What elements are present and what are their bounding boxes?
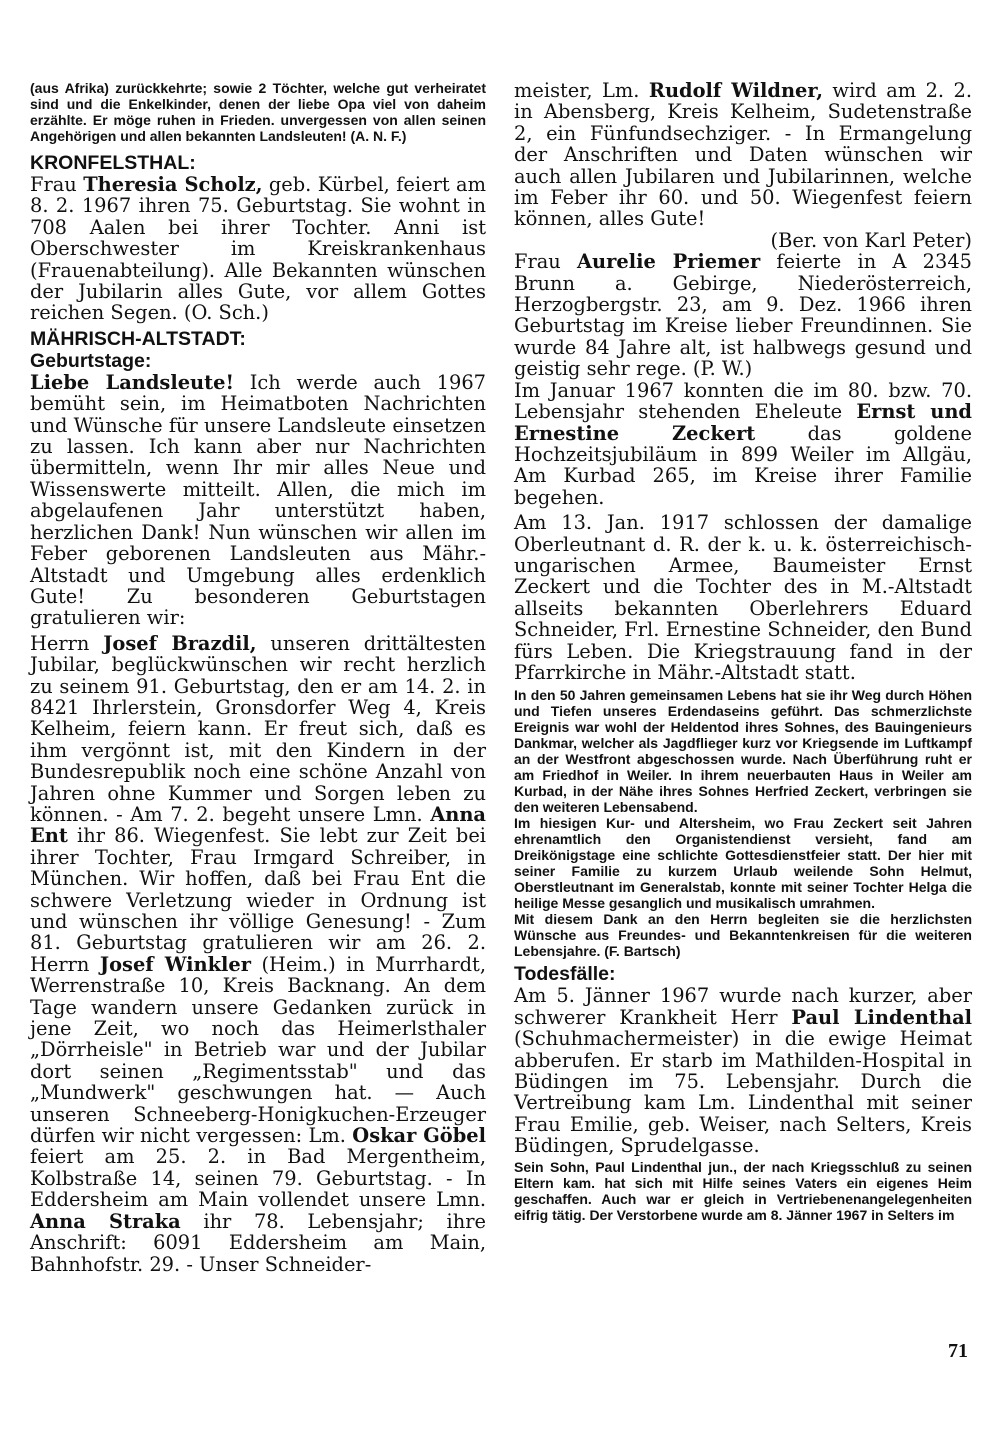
kurheim-paragraph: Im hiesigen Kur- und Altersheim, wo Frau Zeckert seit Jahren ehrenamtlich den Organistendienst versieht, fand am Dreikönigstage eine schlichte Gottesdienstfeier statt. Der hier mit seiner Familie zu kurzem Urlaub weilende Sohn Helmut, Oberstleutnant im Generalstab, konnte mit seiner Tochter Helga die heilige Messe gesanglich und musikalisch umrahmen. (514, 815, 972, 912)
lindenthal-paragraph: Am 5. Jänner 1967 wurde nach kurzer, aber schwerer Krankheit Herr Paul Lindenthal (Schuhmachermeister) in die ewige Heimat abberufen. Er starb im Mathilden-Hospital in Büdingen im 75. Lebensjahr. Durch die Vertreibung kam Lm. Lindenthal mit seiner Frau Emilie, geb. Weiser, nach Selters, Kreis Büdingen, Sprudelgasse. (514, 984, 972, 1158)
name-anna-straka: Anna Straka (30, 1209, 181, 1233)
fifty-years-paragraph: In den 50 Jahren gemeinsamen Lebens hat sie ihr Weg durch Höhen und Tiefen unseres Erdendaseins geführt. Das schmerzlichste Ereignis war wohl der Heldentod ihres Sohnes, des Bauingenieurs Dankmar, welcher als Jagdflieger kurz vor Kriegsende im Luftkampf an der Westfront abgeschossen wurde. Nach Überführung ruht er am Friedhof in Weiler. In ihrem neuerbauten Haus in Weiler am Kurbad, in der Nähe ihres Sohnes Herfried Zeckert, verbringen sie den weiteren Lebensabend. (514, 687, 972, 816)
heading-geburtstage: Geburtstage: (30, 349, 152, 372)
name-rudolf-wildner: Rudolf Wildner, (648, 79, 823, 102)
son-paragraph: Sein Sohn, Paul Lindenthal jun., der nach Kriegsschluß zu seinen Eltern kam. hat sich mit Hilfe seines Vaters ein eigenes Heim geschaffen. Auch war er gleich in Vertriebenenangelegenheiten eifrig tätig. Der Verstorbene wurde am 8. Jänner 1967 in Selters im (514, 1158, 972, 1223)
liebe-landsleute: Liebe Landsleute! (30, 370, 234, 394)
birthdays-paragraph: Herrn Josef Brazdil, unseren drittältesten Jubilar, beglückwünschen wir recht herzlich zu seinem 91. Geburtstag, den er am 14. 2. in 8421 Ihrlerstein, Gronsdorfer Weg 4, Kreis Kelheim, feiern kann. Er freut sich, daß es ihm vergönnt ist, mit den Kindern in der Bundesrepublik noch eine schöne Anzahl von Jahren ohne Kummer und Sorgen leben zu können. - Am 7. 2. begeht unsere Lmn. Anna Ent ihr 86. Wiegenfest. Sie lebt zur Zeit bei ihrer Tochter, Frau Irmgard Schreiber, in München. Wir hoffen, daß bei Frau Ent die schwere Verletzung wieder in Ordnung ist und wünschen ihr völlige Genesung! - Zum 81. Geburtstag gratulieren wir am 26. 2. Herrn Josef Winkler (Heim.) in Murrhardt, Werrenstraße 10, Kreis Backnang. An dem Tage wandern unsere Gedanken zurück in jene Zeit, wo noch das Heimerlsthaler „Dörrheisle" in Betrieb war und der Jubilar dort seinen „Regimentsstab" und das „Mundwerk" geschwungen hat. — Auch unseren Schneeberg-Honigkuchen-Erzeuger dürfen wir nicht vergessen: Lm. Oskar Göbel feiert am 25. 2. in Bad Mergentheim, Kolbstraße 14, seinen 79. Geburtstag. - In Eddersheim am Main vollendet unsere Lmn. Anna Straka ihr 78. Lebensjahr; ihre Anschrift: 6091 Eddersheim am Main, Bahnhofstr. 29. - Unser Schneider- (30, 631, 486, 1276)
name-josef-winkler: Josef Winkler (99, 952, 251, 976)
priemer-paragraph: Frau Aurelie Priemer feierte in A 2345 Brunn a. Gebirge, Niederösterreich, Herzogbergstr. 23, am 9. Dez. 1966 ihren Geburtstag im Kreise lieber Freundinnen. Sie wurde 84 Jahre alt, ist halbwegs gesund und geistig sehr rege. (P. W.) (514, 250, 973, 381)
name-josef-brazdil: Josef Brazdil, (103, 631, 257, 655)
heading-maehrisch-altstadt: MÄHRISCH-ALTSTADT: (30, 327, 246, 350)
name-paul-lindenthal: Paul Lindenthal (791, 1005, 972, 1029)
name-ernst-ernestine-zeckert: Ernst und Ernestine Zeckert (514, 400, 972, 445)
name-theresia-scholz: Theresia Scholz, (83, 173, 263, 196)
right-column (514, 80, 972, 1223)
landsleute-paragraph: Liebe Landsleute! Ich werde auch 1967 bemüht sein, im Heimatboten Nachrichten und Wünsche für unsere Landsleute einsetzen zu lassen. Ich kann aber nur Nachrichten übermitteln, wenn Ihr mir alles Neue und Wissenswerte mitteilt. Allen, die mich im abgelaufenen Jahr unterstützt haben, herzlichen Dank! Nun wünschen wir allen im Feber geborenen Landsleuten aus Mähr.-Altstadt und Umgebung alles erdenklich Gute! Zu besonderen Geburtstagen gratulieren wir: (30, 370, 486, 630)
page-number: 71 (948, 1340, 968, 1362)
heading-todesfaelle: Todesfälle: (514, 963, 616, 986)
wildner-paragraph: meister, Lm. Rudolf Wildner, wird am 2. 2. in Abensberg, Kreis Kelheim, Sudetenstraße 2, ein Fünfundsechziger. - In Ermangelung der Anschriften und Daten wünschen wir auch allen Jubilaren und Jubilarinnen, welche im Feber ihr 60. und 50. Wiegenfest feiern können, alles Gute! (514, 79, 972, 231)
thanks-paragraph: Mit diesem Dank an den Herrn begleiten sie die herzlichsten Wünsche aus Freundes- und Bekanntenkreisen für die weiteren Lebensjahre. (F. Bartsch) (514, 911, 972, 960)
reporter-karl-peter: (Ber. von Karl Peter) (770, 228, 972, 252)
name-anna-ent: Anna Ent (30, 802, 486, 848)
kronfelsthal-paragraph: Frau Theresia Scholz, geb. Kürbel, feiert am 8. 2. 1967 ihren 75. Geburtstag. Sie wohnt in 708 Aalen bei ihrer Tochter. Anni ist Oberschwester im Kreiskrankenhaus (Frauenabteilung). Alle Bekannten wünschen der Jubilarin alles Gute, vor allem Gottes reichen Segen. (O. Sch.) (30, 173, 487, 325)
name-oskar-goebel: Oskar Göbel (352, 1124, 486, 1148)
intro-paragraph: (aus Afrika) zurückkehrte; sowie 2 Töchter, welche gut verheiratet sind und die Enkelkinder, denen der liebe Opa viel von daheim erzählte. Er möge ruhen in Frieden. unvergessen von allen seinen Angehörigen und allen bekannten Landsleuten! (A. N. F.) (30, 80, 486, 144)
left-column (30, 80, 486, 1275)
heading-kronfelsthal: KRONFELSTHAL: (30, 152, 196, 174)
name-aurelie-priemer: Aurelie Priemer (577, 250, 761, 274)
wedding-1917-paragraph: Am 13. Jan. 1917 schlossen der damalige Oberleutnant d. R. der k. u. k. österreichisch-ungarischen Armee, Baumeister Ernst Zeckert und die Tochter des in M.-Altstadt allseits bekannten Oberlehrers Eduard Schneider, Frl. Ernestine Schneider, den Bund fürs Leben. Die Kriegstrauung fand in der Pfarrkirche in Mähr.-Altstadt statt. (514, 511, 972, 684)
zeckert-paragraph: Im Januar 1967 konnten die im 80. bzw. 70. Lebensjahr stehenden Eheleute Ernst und Ernestine Zeckert das goldene Hochzeitsjubiläum in 899 Weiler im Allgäu, Am Kurbad 265, im Kreise ihrer Familie begehen. (514, 378, 972, 509)
